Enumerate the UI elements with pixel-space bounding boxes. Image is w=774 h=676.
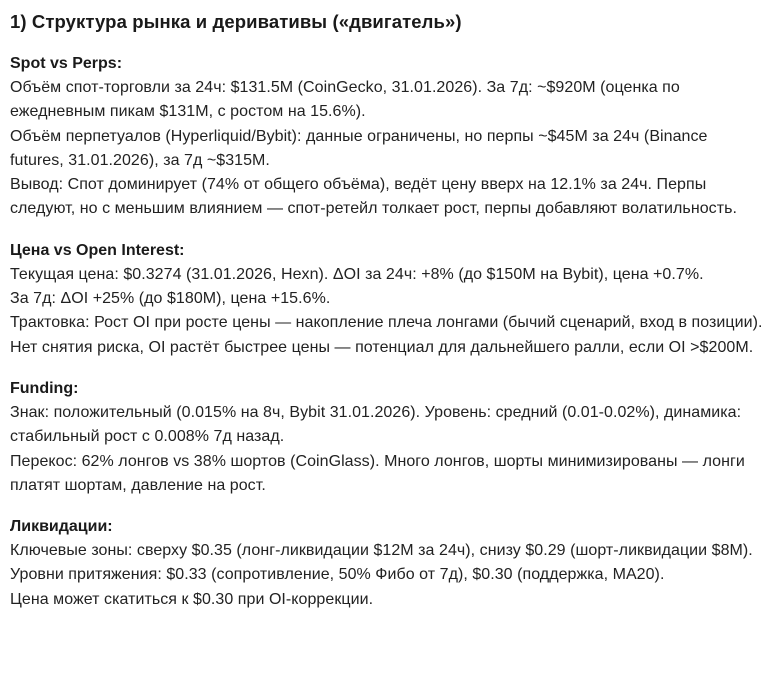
paragraph-price-outlook: Цена может скатиться к $0.30 при OI-коррекции.: [10, 590, 374, 608]
paragraph-long-short-skew: Перекос: 62% лонгов vs 38% шортов (CoinGlass). Много лонгов, шорты минимизированы — лонги платят шортам, давление на рост.: [10, 452, 745, 494]
document-heading: 1) Структура рынка и деривативы («двигатель»): [10, 11, 462, 32]
paragraph-funding-sign: Знак: положительный (0.015% на 8ч, Bybit 31.01.2026). Уровень: средний (0.01-0.02%), динамика: стабильный рост с 0.008% 7д назад.: [10, 403, 742, 446]
paragraph-attraction-levels: Уровни притяжения: $0.33 (сопротивление, 50% Фибо от 7д), $0.30 (поддержка, MA20).: [10, 566, 665, 584]
paragraph-perps-volume: Объём перпетуалов (Hyperliquid/Bybit): данные ограничены, но перпы ~$45M за 24ч (Binance futures, 31.01.2026), за 7д ~$315M.: [10, 127, 708, 169]
section-title: Spot vs Perps:: [10, 55, 123, 72]
paragraph-key-zones: Ключевые зоны: сверху $0.35 (лонг-ликвидации $12M за 24ч), снизу $0.29 (шорт-ликвидации $8M).: [10, 542, 753, 560]
section-liquidations: [10, 515, 764, 612]
paragraph-conclusion: Вывод: Спот доминирует (74% от общего объёма), ведёт цену вверх на 12.1% за 24ч. Перпы следуют, но с меньшим влиянием — спот-ретейл толкает рост, перпы добавляют волатильность.: [10, 176, 737, 218]
section-title: Цена vs Open Interest:: [10, 241, 185, 259]
section-spot-vs-perps: [10, 52, 764, 222]
paragraph-7d-oi: За 7д: ΔOI +25% (до $180M), цена +15.6%.: [10, 290, 331, 308]
section-title: Funding:: [10, 379, 79, 397]
section-price-vs-oi: [10, 239, 764, 360]
section-title: Ликвидации:: [10, 518, 113, 536]
paragraph-current-price: Текущая цена: $0.3274 (31.01.2026, Hexn). ΔOI за 24ч: +8% (до $150M на Bybit), цена +0.7%.: [10, 265, 704, 283]
paragraph-spot-volume: Объём спот-торговли за 24ч: $131.5M (CoinGecko, 31.01.2026). За 7д: ~$920M (оценка по ежедневным пикам $131M, с ростом на 15.6%).: [10, 79, 680, 121]
section-funding: [10, 377, 764, 498]
paragraph-interpretation: Трактовка: Рост OI при росте цены — накопление плеча лонгами (бычий сценарий, вход в позиции). Нет снятия риска, OI растёт быстрее цены — потенциал для дальнейшего ралли, если OI >$200M.: [10, 314, 763, 356]
